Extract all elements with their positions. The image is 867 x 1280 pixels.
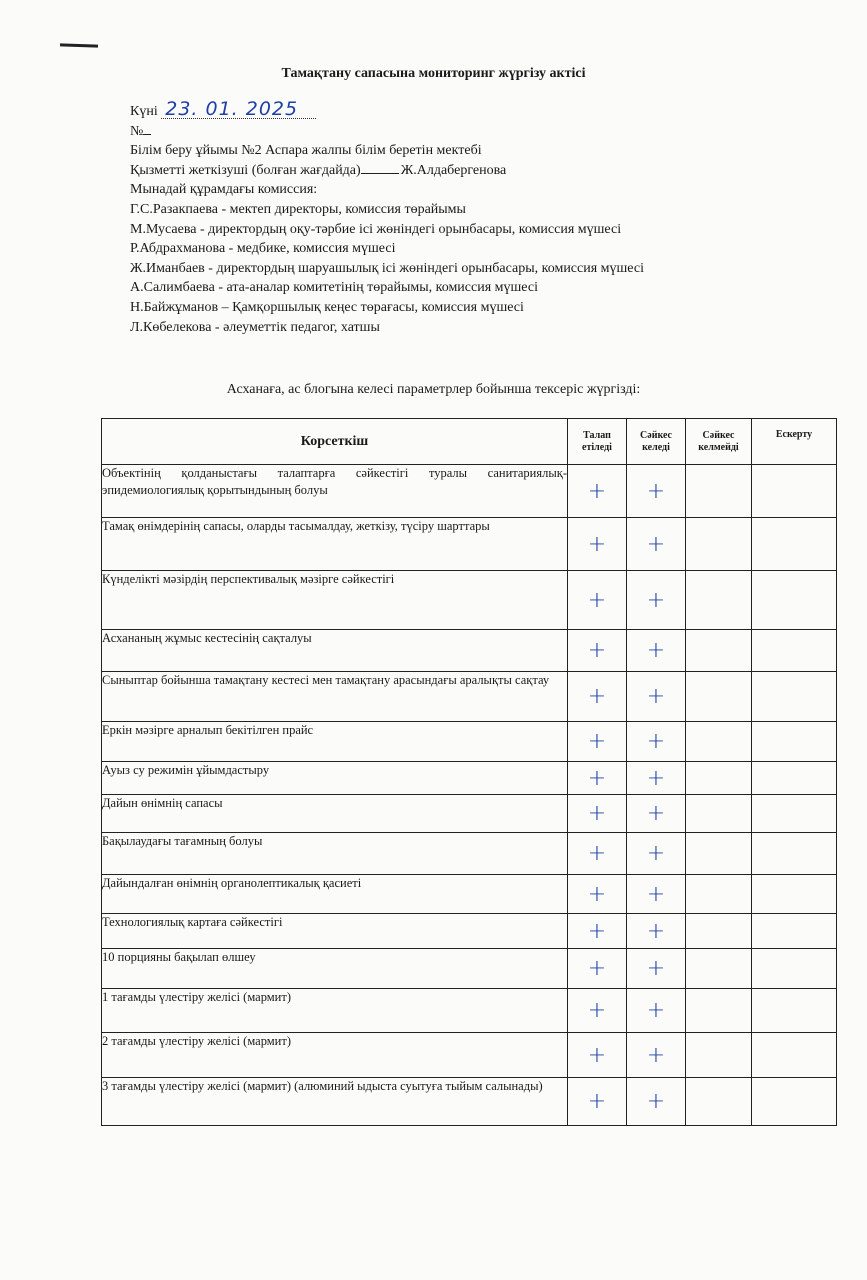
row-indicator: Сыныптар бойынша тамақтану кестесі мен тамақтану арасындағы аралықты сақтау bbox=[102, 672, 568, 722]
supplier-label: Қызметті жеткізуші (болған жағдайда) bbox=[130, 162, 361, 178]
row-compliant-mark: + bbox=[627, 722, 686, 762]
row-noncompliant-mark bbox=[686, 1078, 752, 1126]
row-noncompliant-mark bbox=[686, 722, 752, 762]
row-noncompliant-mark bbox=[686, 989, 752, 1033]
row-note bbox=[752, 518, 837, 571]
row-noncompliant-mark bbox=[686, 875, 752, 914]
row-indicator: Күнделікті мәзірдің перспективалық мәзірге сәйкестігі bbox=[102, 571, 568, 630]
number-label: № bbox=[130, 123, 144, 139]
row-compliant-mark: + bbox=[627, 518, 686, 571]
row-indicator: Асхананың жұмыс кестесінің сақталуы bbox=[102, 630, 568, 672]
inspection-intro: Асханаға, ас блогына келесі параметрлер бойынша тексеріс жүргізді: bbox=[226, 382, 641, 397]
row-note bbox=[752, 1033, 837, 1078]
row-indicator: Дайындалған өнімнің органолептикалық қасиеті bbox=[102, 875, 568, 914]
row-noncompliant-mark bbox=[686, 571, 752, 630]
row-indicator: 2 тағамды үлестіру желісі (мармит) bbox=[102, 1033, 568, 1078]
row-noncompliant-mark bbox=[686, 672, 752, 722]
row-note bbox=[752, 722, 837, 762]
row-indicator: 1 тағамды үлестіру желісі (мармит) bbox=[102, 989, 568, 1033]
table-row bbox=[102, 949, 837, 989]
header-indicator: Корсеткіш bbox=[102, 419, 568, 465]
commission-member: Ж.Иманбаев - директордың шаруашылық ісі жөніндегі орынбасары, комиссия мүшесі bbox=[130, 260, 644, 276]
commission-member: А.Салимбаева - ата-аналар комитетінің төрайымы, комиссия мүшесі bbox=[130, 280, 538, 296]
commission-member: Р.Абдрахманова - медбике, комиссия мүшесі bbox=[130, 241, 396, 257]
table-row bbox=[102, 722, 837, 762]
row-required-mark: + bbox=[568, 630, 627, 672]
document-title: Тамақтану сапасына мониторинг жүргізу актісі bbox=[281, 66, 586, 81]
row-compliant-mark: + bbox=[627, 762, 686, 795]
commission-intro: Мынадай құрамдағы комиссия: bbox=[130, 182, 318, 198]
table-row bbox=[102, 630, 837, 672]
row-required-mark: + bbox=[568, 914, 627, 949]
row-required-mark: + bbox=[568, 795, 627, 833]
commission-member: Л.Көбелекова - әлеуметтік педагог, хатшы bbox=[130, 319, 380, 335]
row-noncompliant-mark bbox=[686, 833, 752, 875]
row-noncompliant-mark bbox=[686, 1033, 752, 1078]
header-required: Талап етіледі bbox=[568, 419, 627, 465]
row-indicator: Бақылаудағы тағамның болуы bbox=[102, 833, 568, 875]
row-note bbox=[752, 914, 837, 949]
row-noncompliant-mark bbox=[686, 914, 752, 949]
row-indicator: Ауыз су режимін ұйымдастыру bbox=[102, 762, 568, 795]
commission-member: Н.Байжұманов – Қамқоршылық кеңес төрағасы, комиссия мүшесі bbox=[130, 299, 524, 315]
row-compliant-mark: + bbox=[627, 465, 686, 518]
date-line bbox=[130, 100, 644, 122]
row-noncompliant-mark bbox=[686, 762, 752, 795]
row-note bbox=[752, 795, 837, 833]
row-indicator: 10 порцияны бақылап өлшеу bbox=[102, 949, 568, 989]
row-compliant-mark: + bbox=[627, 571, 686, 630]
row-compliant-mark: + bbox=[627, 949, 686, 989]
table-row bbox=[102, 465, 837, 518]
table-row bbox=[102, 1078, 837, 1126]
row-compliant-mark: + bbox=[627, 630, 686, 672]
row-required-mark: + bbox=[568, 518, 627, 571]
row-required-mark: + bbox=[568, 465, 627, 518]
table-row bbox=[102, 875, 837, 914]
row-note bbox=[752, 833, 837, 875]
table-row bbox=[102, 672, 837, 722]
table-body bbox=[102, 465, 837, 1126]
header-note: Ескерту bbox=[752, 419, 837, 465]
row-required-mark: + bbox=[568, 875, 627, 914]
row-note bbox=[752, 989, 837, 1033]
row-required-mark: + bbox=[568, 989, 627, 1033]
table-row bbox=[102, 1033, 837, 1078]
table-row bbox=[102, 518, 837, 571]
row-compliant-mark: + bbox=[627, 1033, 686, 1078]
row-note bbox=[752, 630, 837, 672]
row-compliant-mark: + bbox=[627, 875, 686, 914]
row-note bbox=[752, 672, 837, 722]
row-noncompliant-mark bbox=[686, 795, 752, 833]
table-row bbox=[102, 762, 837, 795]
row-note bbox=[752, 571, 837, 630]
header-noncompliant: Сәйкес келмейді bbox=[686, 419, 752, 465]
row-required-mark: + bbox=[568, 949, 627, 989]
row-required-mark: + bbox=[568, 1078, 627, 1126]
row-required-mark: + bbox=[568, 672, 627, 722]
row-indicator: Тамақ өнімдерінің сапасы, оларды тасымалдау, жеткізу, түсіру шарттары bbox=[102, 518, 568, 571]
commission-member: М.Мусаева - директордың оқу-тәрбие ісі жөніндегі орынбасары, комиссия мүшесі bbox=[130, 221, 622, 237]
corner-pen-mark bbox=[60, 43, 98, 47]
number-line bbox=[130, 122, 644, 142]
row-compliant-mark: + bbox=[627, 1078, 686, 1126]
row-compliant-mark: + bbox=[627, 795, 686, 833]
row-noncompliant-mark bbox=[686, 518, 752, 571]
row-compliant-mark: + bbox=[627, 672, 686, 722]
commission-member: Г.С.Разакпаева - мектеп директоры, комиссия төрайымы bbox=[130, 201, 466, 217]
row-required-mark: + bbox=[568, 571, 627, 630]
table-row bbox=[102, 914, 837, 949]
row-required-mark: + bbox=[568, 762, 627, 795]
table-row bbox=[102, 795, 837, 833]
row-note bbox=[752, 875, 837, 914]
row-noncompliant-mark bbox=[686, 630, 752, 672]
table-row bbox=[102, 571, 837, 630]
row-compliant-mark: + bbox=[627, 833, 686, 875]
row-required-mark: + bbox=[568, 833, 627, 875]
row-compliant-mark: + bbox=[627, 914, 686, 949]
supplier-name: Ж.Алдабергенова bbox=[400, 162, 507, 178]
table-header-row bbox=[102, 419, 837, 465]
row-indicator: Дайын өнімнің сапасы bbox=[102, 795, 568, 833]
supplier-line bbox=[130, 161, 644, 181]
row-noncompliant-mark bbox=[686, 949, 752, 989]
date-value: 23. 01. 2025 bbox=[161, 100, 316, 119]
row-indicator: 3 тағамды үлестіру желісі (мармит) (алюминий ыдыста суытуға тыйым салынады) bbox=[102, 1078, 568, 1126]
organization: Білім беру ұйымы №2 Аспара жалпы білім беретін мектебі bbox=[130, 143, 482, 159]
row-note bbox=[752, 949, 837, 989]
row-required-mark: + bbox=[568, 722, 627, 762]
row-noncompliant-mark bbox=[686, 465, 752, 518]
row-note bbox=[752, 465, 837, 518]
header-compliant: Сәйкес келеді bbox=[627, 419, 686, 465]
row-compliant-mark: + bbox=[627, 989, 686, 1033]
row-required-mark: + bbox=[568, 1033, 627, 1078]
row-indicator: Еркін мәзірге арналып бекітілген прайс bbox=[102, 722, 568, 762]
document-header bbox=[130, 100, 644, 337]
date-label: Күні bbox=[130, 104, 158, 119]
row-indicator: Объектінің қолданыстағы талаптарға сәйкестігі туралы санитариялық-эпидемиологиялық қорытындының болуы bbox=[102, 465, 568, 518]
table-row bbox=[102, 833, 837, 875]
inspection-table bbox=[101, 418, 837, 1126]
row-indicator: Технологиялық картаға сәйкестігі bbox=[102, 914, 568, 949]
row-note bbox=[752, 762, 837, 795]
table-row bbox=[102, 989, 837, 1033]
row-note bbox=[752, 1078, 837, 1126]
